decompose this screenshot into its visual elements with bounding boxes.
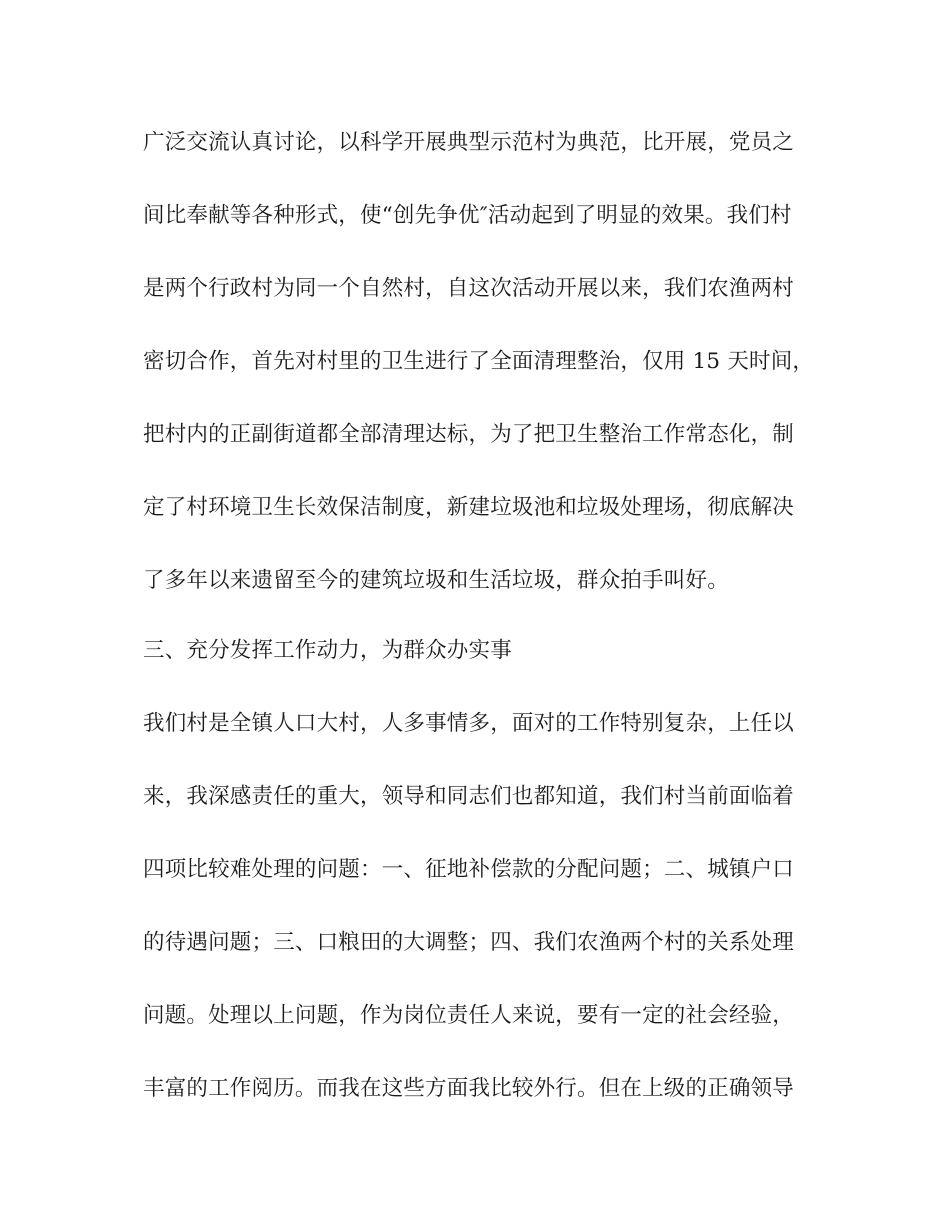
paragraph-line: 密切合作，首先对村里的卫生进行了全面清理整治，仅用 15 天时间， <box>143 349 815 374</box>
paragraph-line: 把村内的正副街道都全部清理达标，为了把卫生整治工作常态化，制 <box>143 422 795 447</box>
paragraph-line: 了多年以来遗留至今的建筑垃圾和生活垃圾，群众拍手叫好。 <box>143 568 729 593</box>
paragraph-line: 间比奉献等各种形式，使“创先争优″活动起到了明显的效果。我们村 <box>143 203 792 228</box>
paragraph-line: 丰富的工作阅历。而我在这些方面我比较外行。但在上级的正确领导 <box>143 1076 795 1101</box>
section-heading: 三、充分发挥工作动力，为群众办实事 <box>143 638 512 663</box>
paragraph-line: 广泛交流认真讨论，以科学开展典型示范村为典范，比开展，党员之 <box>143 130 795 155</box>
paragraph-line: 定了村环境卫生长效保洁制度，新建垃圾池和垃圾处理场，彻底解决 <box>143 495 795 520</box>
paragraph-line: 我们村是全镇人口大村，人多事情多，面对的工作特别复杂，上任以 <box>143 711 795 736</box>
paragraph-line: 问题。处理以上问题，作为岗位责任人来说，要有一定的社会经验， <box>143 1003 795 1028</box>
paragraph-line: 是两个行政村为同一个自然村，自这次活动开展以来，我们农渔两村 <box>143 276 795 301</box>
paragraph-line: 的待遇问题；三、口粮田的大调整；四、我们农渔两个村的关系处理 <box>143 930 795 955</box>
paragraph-line: 四项比较难处理的问题：一、征地补偿款的分配问题；二、城镇户口 <box>143 857 795 882</box>
paragraph-line: 来，我深感责任的重大，领导和同志们也都知道，我们村当前面临着 <box>143 784 795 809</box>
